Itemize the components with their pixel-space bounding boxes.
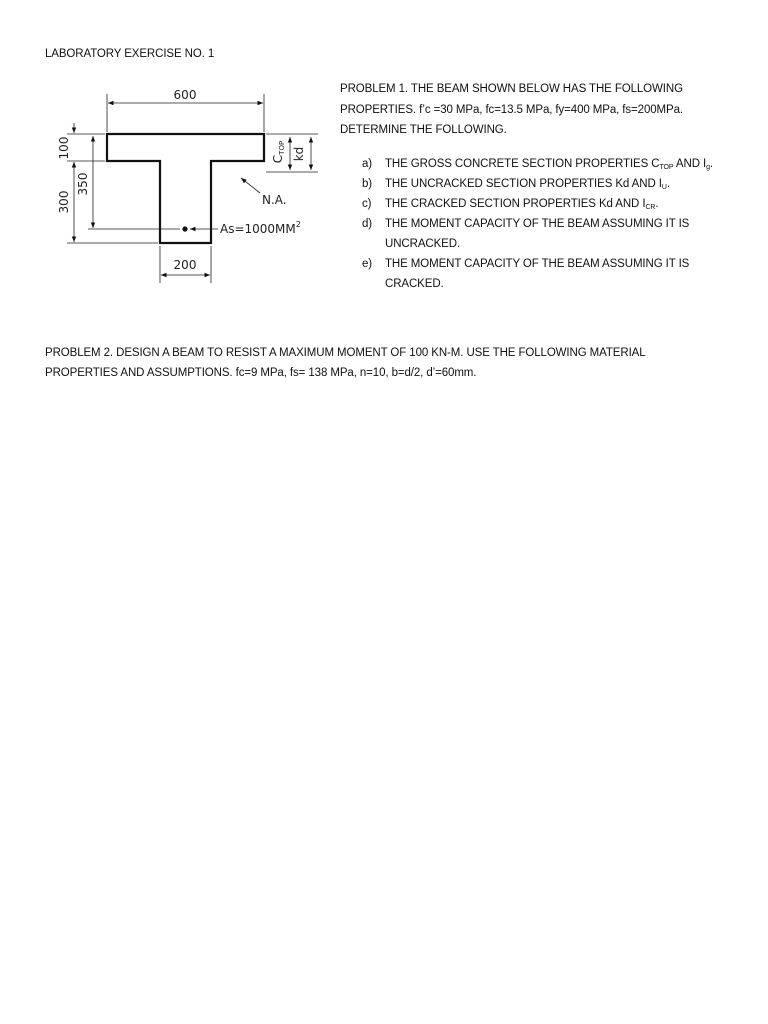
exercise-heading: LABORATORY EXERCISE NO. 1 [45,48,215,60]
question-text [385,154,722,174]
question-marker: b) [362,178,373,190]
effective-depth-dimension [76,136,93,228]
question-text [385,254,722,294]
problem-1-line-3: DETERMINE THE FOLLOWING. [340,124,507,136]
question-item [362,174,722,194]
question-text-line: UNCRACKED. [385,238,461,250]
subscript-g: g [706,164,710,171]
neutral-axis-label: N.A. [262,193,287,207]
subscript-top: TOP [659,164,674,171]
problem-2-line-1: PROBLEM 2. DESIGN A BEAM TO RESIST A MAXIMUM MOMENT OF 100 KN-M. USE THE FOLLOWING MATERIAL [45,347,646,359]
question-marker: d) [362,218,373,230]
question-item [362,254,722,294]
question-text-part: THE UNCRACKED SECTION PROPERTIES Kd AND I [385,178,662,190]
web-width-label: 200 [173,258,197,272]
problem-1-question-list [362,154,722,294]
question-text-part: . [709,158,713,170]
t-beam-diagram [55,82,325,292]
steel-area-callout [182,220,300,236]
question-text-part: AND I [673,158,707,170]
total-depth-label: 300 [57,190,71,214]
neutral-axis-callout [241,178,287,207]
question-text [385,194,722,214]
kd-dimension [292,137,311,170]
question-item [362,154,722,174]
question-text-part: THE CRACKED SECTION PROPERTIES Kd AND I [385,198,646,210]
question-text-part: THE GROSS CONCRETE SECTION PROPERTIES C [385,158,660,170]
subscript-cr: CR [645,204,656,211]
question-item [362,194,722,214]
question-text-line: THE MOMENT CAPACITY OF THE BEAM ASSUMING IT IS [385,218,690,230]
problem-1-line-1: PROBLEM 1. THE BEAM SHOWN BELOW HAS THE FOLLOWING [340,83,683,95]
kd-label: kd [292,146,306,162]
problem-2 [45,343,735,383]
question-text-line: THE MOMENT CAPACITY OF THE BEAM ASSUMING IT IS [385,258,690,270]
flange-depth-dimension [57,123,74,172]
problem-2-line-2: PROPERTIES AND ASSUMPTIONS. fc=9 MPa, fs= 138 MPa, n=10, b=d/2, d’=60mm. [45,367,477,379]
question-text-part: . [666,178,670,190]
problem-1-intro [340,79,740,141]
c-top-dimension [271,137,290,170]
flange-depth-label: 100 [57,136,71,160]
question-item [362,214,722,254]
effective-depth-label: 350 [76,172,90,196]
question-marker: c) [362,198,372,210]
rebar-dot [182,226,187,231]
question-text-line: CRACKED. [385,278,444,290]
question-text [385,214,722,254]
flange-width-label: 600 [173,88,197,102]
c-top-label: CTOP [271,140,286,164]
total-depth-dimension [57,172,74,242]
subscript-u: U [661,184,667,191]
web-width-dimension [160,246,211,283]
question-text-part: . [655,198,659,210]
question-text [385,174,722,194]
problem-1-line-2: PROPERTIES. f’c =30 MPa, fc=13.5 MPa, fy=400 MPa, fs=200MPa. [340,103,683,116]
question-marker: e) [362,258,373,270]
steel-area-label: $As=1000MM^2$ [220,220,301,236]
question-marker: a) [362,158,373,170]
flange-width-dimension [107,88,264,132]
